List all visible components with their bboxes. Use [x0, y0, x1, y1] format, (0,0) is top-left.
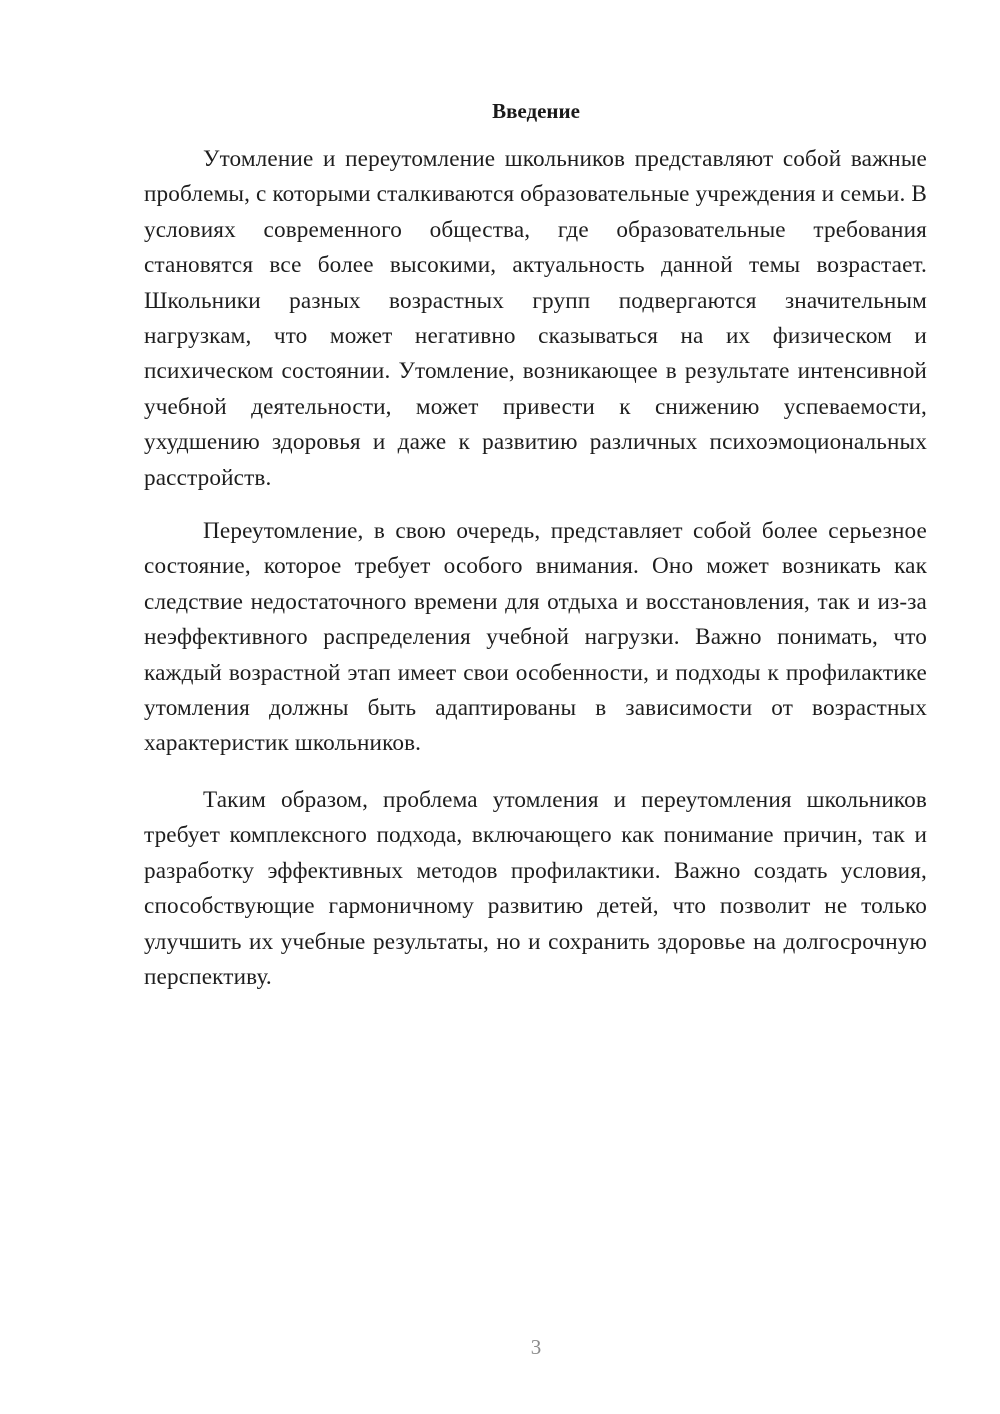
- section-title: Введение: [492, 99, 580, 123]
- paragraph-conclusion: Таким образом, проблема утомления и переутомления школьников требует комплексного подхода, включающего как понимание причин, так и разработку эффективных методов профилактики. Важно создать условия, способствующие гармоничному развитию детей, что позволит не только улучшить их учебные результаты, но и сохранить здоровье на долгосрочную перспективу.: [144, 787, 927, 991]
- paragraph-intro: Утомление и переутомление школьников представляют собой важные проблемы, с которыми сталкиваются образовательные учреждения и семьи. В условиях современного общества, где образовательные требования становятся все более высокими, актуальность данной темы возрастает. Школьники разных возрастных групп подвергаются значительным нагрузкам, что может негативно сказываться на их физическом и психическом состоянии. Утомление, возникающее в результате интенсивной учебной деятельности, может привести к снижению успеваемости, ухудшению здоровья и даже к развитию различных психоэмоциональных расстройств.: [144, 146, 927, 491]
- page-number: 3: [530, 1335, 542, 1359]
- paragraph-overfatigue: Переутомление, в свою очередь, представляет собой более серьезное состояние, которое требует особого внимания. Оно может возникать как следствие недостаточного времени для отдыха и восстановления, так и из-за неэффективного распределения учебной нагрузки. Важно понимать, что каждый возрастной этап имеет свои особенности, и подходы к профилактике утомления должны быть адаптированы в зависимости от возрастных характеристик школьников.: [144, 518, 927, 757]
